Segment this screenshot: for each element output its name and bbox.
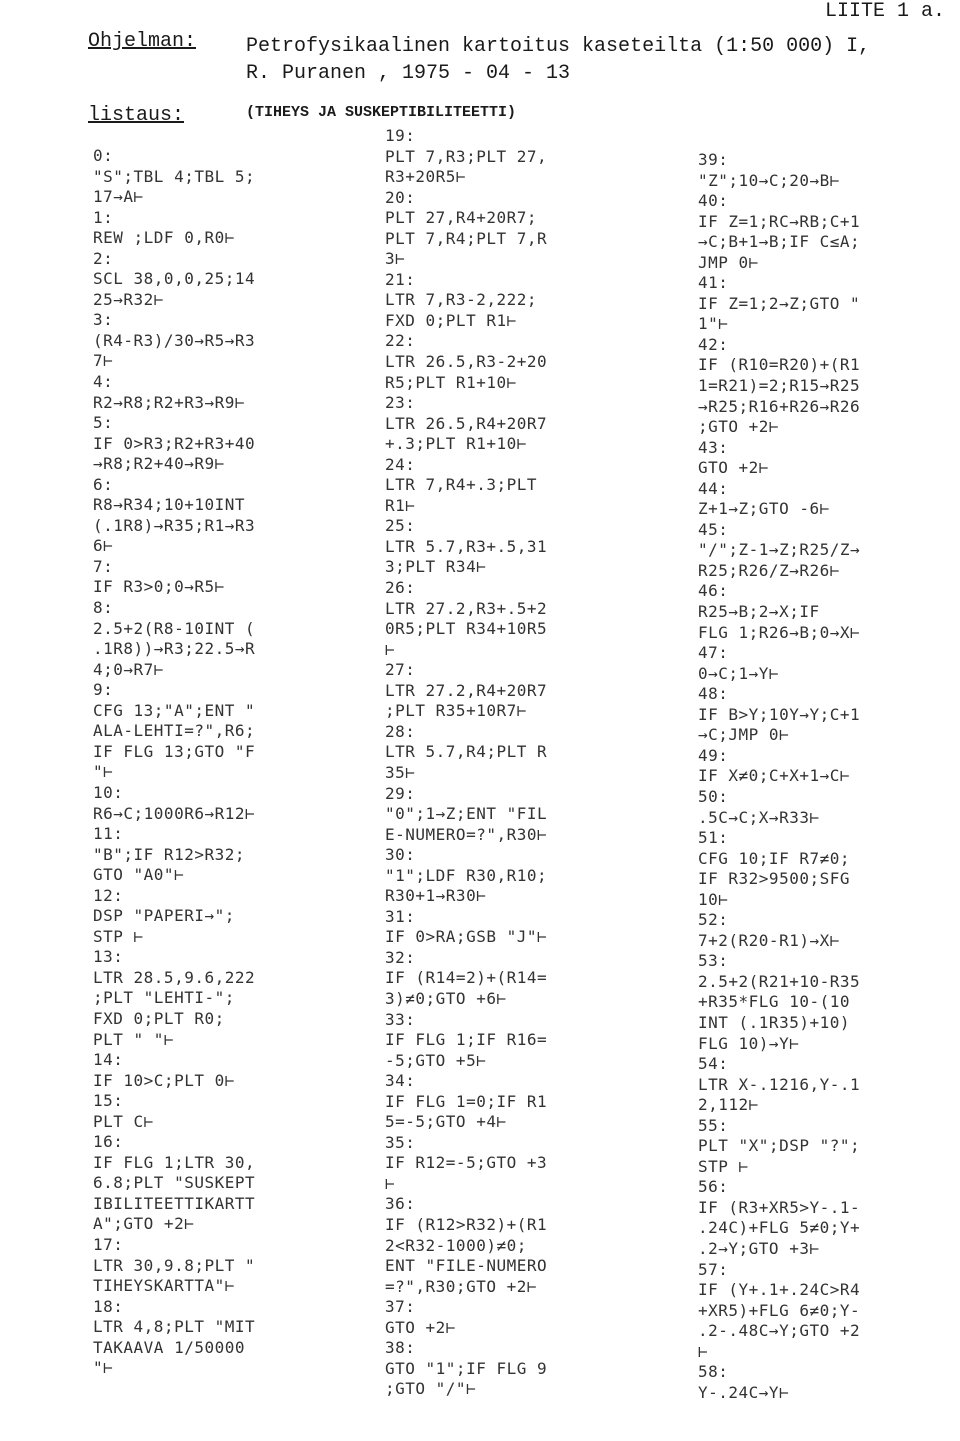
code-line: JMP 0⊢ bbox=[698, 252, 759, 272]
code-line: +R35*FLG 10-(10 bbox=[698, 992, 850, 1012]
code-line: 58: bbox=[698, 1362, 729, 1382]
code-line: 17: bbox=[93, 1234, 124, 1254]
code-line: "S";TBL 4;TBL 5; bbox=[93, 166, 256, 186]
code-line: ;PLT R35+10R7⊢ bbox=[385, 701, 527, 721]
code-line: IF (R14=2)+(R14= bbox=[385, 968, 548, 988]
program-label: Ohjelman: bbox=[88, 30, 197, 53]
code-line: LTR 26.5,R3-2+20 bbox=[385, 352, 548, 372]
code-line: 48: bbox=[698, 684, 729, 704]
code-line: 25→R32⊢ bbox=[93, 289, 164, 309]
code-line: -5;GTO +5⊢ bbox=[385, 1050, 487, 1070]
listing-column-1 bbox=[93, 146, 255, 1379]
code-line: 46: bbox=[698, 581, 729, 601]
code-line: 35: bbox=[385, 1132, 416, 1152]
code-line: 7+2(R20-R1)→X⊢ bbox=[698, 930, 840, 950]
code-line: 2.5+2(R21+10-R35 bbox=[698, 971, 861, 991]
code-line: IF Z=1;2→Z;GTO " bbox=[698, 293, 861, 313]
code-line: IF (R3+XR5>Y-.1- bbox=[698, 1197, 861, 1217]
code-line: ;PLT "LEHTI-"; bbox=[93, 988, 235, 1008]
code-line: =?",R30;GTO +2⊢ bbox=[385, 1276, 537, 1296]
code-line: CFG 13;"A";ENT " bbox=[93, 700, 256, 720]
code-line: IF 0>R3;R2+R3+40 bbox=[93, 433, 256, 453]
code-line: ⊢ bbox=[385, 639, 396, 659]
code-line: PLT 27,R4+20R7; bbox=[385, 208, 537, 228]
code-line: 24: bbox=[385, 454, 416, 474]
code-line: 12: bbox=[93, 885, 124, 905]
code-line: 3: bbox=[93, 310, 114, 330]
code-line: 6: bbox=[93, 474, 114, 494]
code-line: 1: bbox=[93, 207, 114, 227]
code-line: 29: bbox=[385, 783, 416, 803]
code-line: 2<R32-1000)≠0; bbox=[385, 1235, 527, 1255]
code-line: .24C)+FLG 5≠0;Y+ bbox=[698, 1218, 861, 1238]
code-line: 55: bbox=[698, 1115, 729, 1135]
code-line: "B";IF R12>R32; bbox=[93, 844, 245, 864]
code-line: 7: bbox=[93, 556, 114, 576]
author-date: R. Puranen , 1975 - 04 - 13 bbox=[246, 62, 571, 85]
code-line: PLT C⊢ bbox=[93, 1111, 154, 1131]
listing-subtitle: (TIHEYS JA SUSKEPTIBILITEETTI) bbox=[246, 104, 517, 121]
appendix-label: LIITE 1 a. bbox=[825, 0, 946, 23]
code-line: PLT 7,R3;PLT 27, bbox=[385, 146, 548, 166]
code-line: DSP "PAPERI→"; bbox=[93, 906, 235, 926]
code-line: R3+20R5⊢ bbox=[385, 167, 467, 187]
code-line: TAKAAVA 1/50000 bbox=[93, 1337, 245, 1357]
code-line: 4: bbox=[93, 372, 114, 392]
code-line: .2-.48C→Y;GTO +2 bbox=[698, 1321, 861, 1341]
code-line: LTR 27.2,R4+20R7 bbox=[385, 680, 548, 700]
code-line: CFG 10;IF R7≠0; bbox=[698, 848, 850, 868]
code-line: 2.5+2(R8-10INT ( bbox=[93, 618, 256, 638]
code-line: PLT 7,R4;PLT 7,R bbox=[385, 228, 548, 248]
code-line: 36: bbox=[385, 1194, 416, 1214]
code-line: 5=-5;GTO +4⊢ bbox=[385, 1112, 507, 1132]
code-line: 14: bbox=[93, 1050, 124, 1070]
code-line: 2: bbox=[93, 248, 114, 268]
code-line: 40: bbox=[698, 191, 729, 211]
code-line: 4;0→R7⊢ bbox=[93, 659, 164, 679]
code-line: IF 0>RA;GSB "J"⊢ bbox=[385, 927, 548, 947]
code-line: 15: bbox=[93, 1091, 124, 1111]
code-line: ⊢ bbox=[385, 1173, 396, 1193]
code-line: ;GTO "/"⊢ bbox=[385, 1379, 477, 1399]
code-line: 28: bbox=[385, 721, 416, 741]
code-line: TIHEYSKARTTA"⊢ bbox=[93, 1276, 235, 1296]
code-line: "1";LDF R30,R10; bbox=[385, 865, 548, 885]
code-line: 38: bbox=[385, 1338, 416, 1358]
code-line: E-NUMERO=?",R30⊢ bbox=[385, 824, 548, 844]
code-line: 50: bbox=[698, 786, 729, 806]
code-line: →C;B+1→B;IF C≤A; bbox=[698, 232, 861, 252]
code-line: 32: bbox=[385, 947, 416, 967]
code-line: 35⊢ bbox=[385, 762, 416, 782]
code-line: R1⊢ bbox=[385, 495, 416, 515]
code-line: STP ⊢ bbox=[698, 1156, 749, 1176]
code-line: 3)≠0;GTO +6⊢ bbox=[385, 988, 507, 1008]
code-line: 1"⊢ bbox=[698, 314, 729, 334]
code-line: 13: bbox=[93, 947, 124, 967]
code-line: 3⊢ bbox=[385, 249, 406, 269]
code-line: IF (Y+.1+.24C>R4 bbox=[698, 1280, 861, 1300]
code-line: 37: bbox=[385, 1297, 416, 1317]
code-line: 56: bbox=[698, 1177, 729, 1197]
code-line: GTO +2⊢ bbox=[385, 1317, 456, 1337]
code-line: 18: bbox=[93, 1296, 124, 1316]
code-line: LTR X-.1216,Y-.1 bbox=[698, 1074, 861, 1094]
code-line: LTR 27.2,R3+.5+2 bbox=[385, 598, 548, 618]
code-line: FXD 0;PLT R0; bbox=[93, 1008, 225, 1028]
code-line: IF FLG 1;LTR 30, bbox=[93, 1152, 256, 1172]
code-line: INT (.1R35)+10) bbox=[698, 1012, 850, 1032]
code-line: R2→R8;R2+R3→R9⊢ bbox=[93, 392, 245, 412]
code-line: 49: bbox=[698, 745, 729, 765]
listing-column-2 bbox=[385, 126, 547, 1400]
code-line: 3;PLT R34⊢ bbox=[385, 557, 487, 577]
code-line: 25: bbox=[385, 516, 416, 536]
code-line: "⊢ bbox=[93, 762, 114, 782]
code-line: GTO "1";IF FLG 9 bbox=[385, 1358, 548, 1378]
code-line: 7⊢ bbox=[93, 351, 114, 371]
code-line: 57: bbox=[698, 1259, 729, 1279]
code-line: FLG 10)→Y⊢ bbox=[698, 1033, 800, 1053]
code-line: 0R5;PLT R34+10R5 bbox=[385, 619, 548, 639]
code-line: →C;JMP 0⊢ bbox=[698, 725, 790, 745]
code-line: "⊢ bbox=[93, 1358, 114, 1378]
code-line: LTR 30,9.8;PLT " bbox=[93, 1255, 256, 1275]
code-line: ALA-LEHTI=?",R6; bbox=[93, 721, 256, 741]
code-line: "0";1→Z;ENT "FIL bbox=[385, 804, 548, 824]
code-line: R25;R26/Z→R26⊢ bbox=[698, 560, 840, 580]
code-line: 21: bbox=[385, 269, 416, 289]
code-line: IF FLG 13;GTO "F bbox=[93, 741, 256, 761]
code-line: 26: bbox=[385, 578, 416, 598]
code-line: +XR5)+FLG 6≠0;Y- bbox=[698, 1300, 861, 1320]
code-line: 0→C;1→Y⊢ bbox=[698, 663, 780, 683]
code-line: 10: bbox=[93, 782, 124, 802]
code-line: ;GTO +2⊢ bbox=[698, 417, 780, 437]
code-line: GTO +2⊢ bbox=[698, 458, 769, 478]
listing-label: listaus: bbox=[88, 104, 185, 127]
code-line: 2,112⊢ bbox=[698, 1095, 759, 1115]
code-line: IF FLG 1=0;IF R1 bbox=[385, 1091, 548, 1111]
code-line: 39: bbox=[698, 150, 729, 169]
code-line: SCL 38,0,0,25;14 bbox=[93, 269, 256, 289]
code-line: PLT "X";DSP "?"; bbox=[698, 1136, 861, 1156]
code-line: 5: bbox=[93, 413, 114, 433]
code-line: 45: bbox=[698, 519, 729, 539]
code-line: IF 10>C;PLT 0⊢ bbox=[93, 1070, 235, 1090]
code-line: R8→R34;10+10INT bbox=[93, 495, 245, 515]
code-line: IF Z=1;RC→RB;C+1 bbox=[698, 211, 861, 231]
code-line: R5;PLT R1+10⊢ bbox=[385, 372, 517, 392]
code-line: 17→A⊢ bbox=[93, 187, 144, 207]
code-line: +.3;PLT R1+10⊢ bbox=[385, 434, 527, 454]
code-line: IF R32>9500;SFG bbox=[698, 869, 850, 889]
code-line: A";GTO +2⊢ bbox=[93, 1214, 195, 1234]
code-line: 22: bbox=[385, 331, 416, 351]
code-line: .1R8))→R3;22.5→R bbox=[93, 639, 256, 659]
code-line: LTR 5.7,R3+.5,31 bbox=[385, 536, 548, 556]
code-line: FLG 1;R26→B;0→X⊢ bbox=[698, 622, 861, 642]
code-line: IF B>Y;10Y→Y;C+1 bbox=[698, 704, 861, 724]
code-line: 8: bbox=[93, 598, 114, 618]
code-line: STP ⊢ bbox=[93, 926, 144, 946]
code-line: 6⊢ bbox=[93, 536, 114, 556]
code-line: →R25;R16+R26→R26 bbox=[698, 396, 861, 416]
listing-column-3 bbox=[698, 150, 860, 1403]
code-line: 19: bbox=[385, 126, 416, 145]
code-line: R6→C;1000R6→R12⊢ bbox=[93, 803, 256, 823]
code-line: 6.8;PLT "SUSKEPT bbox=[93, 1173, 256, 1193]
code-line: IF X≠0;C+X+1→C⊢ bbox=[698, 766, 850, 786]
code-line: PLT " "⊢ bbox=[93, 1029, 175, 1049]
code-line: 30: bbox=[385, 845, 416, 865]
code-line: "Z";10→C;20→B⊢ bbox=[698, 170, 840, 190]
code-line: 16: bbox=[93, 1132, 124, 1152]
code-line: (R4-R3)/30→R5→R3 bbox=[93, 330, 256, 350]
code-line: 34: bbox=[385, 1071, 416, 1091]
code-line: 43: bbox=[698, 437, 729, 457]
code-line: 44: bbox=[698, 478, 729, 498]
code-line: 20: bbox=[385, 187, 416, 207]
code-line: .2→Y;GTO +3⊢ bbox=[698, 1238, 820, 1258]
code-line: →R8;R2+40→R9⊢ bbox=[93, 454, 225, 474]
code-line: LTR 7,R3-2,222; bbox=[385, 290, 537, 310]
code-line: 10⊢ bbox=[698, 889, 729, 909]
code-line: IF R12=-5;GTO +3 bbox=[385, 1153, 548, 1173]
code-line: 47: bbox=[698, 643, 729, 663]
code-line: 9: bbox=[93, 680, 114, 700]
code-line: IF FLG 1;IF R16= bbox=[385, 1030, 548, 1050]
code-line: "/";Z-1→Z;R25/Z→ bbox=[698, 540, 861, 560]
code-line: 51: bbox=[698, 828, 729, 848]
code-line: 33: bbox=[385, 1009, 416, 1029]
code-line: .5C→C;X→R33⊢ bbox=[698, 807, 820, 827]
code-line: (.1R8)→R35;R1→R3 bbox=[93, 515, 256, 535]
code-line: 52: bbox=[698, 910, 729, 930]
code-line: Z+1→Z;GTO -6⊢ bbox=[698, 499, 830, 519]
code-line: 41: bbox=[698, 273, 729, 293]
code-line: 27: bbox=[385, 660, 416, 680]
code-line: 53: bbox=[698, 951, 729, 971]
code-line: LTR 26.5,R4+20R7 bbox=[385, 413, 548, 433]
code-line: FXD 0;PLT R1⊢ bbox=[385, 310, 517, 330]
code-line: LTR 7,R4+.3;PLT bbox=[385, 475, 537, 495]
code-line: 23: bbox=[385, 393, 416, 413]
code-line: LTR 4,8;PLT "MIT bbox=[93, 1317, 256, 1337]
code-line: 31: bbox=[385, 906, 416, 926]
code-line: LTR 28.5,9.6,222 bbox=[93, 967, 256, 987]
code-line: GTO "A0"⊢ bbox=[93, 865, 185, 885]
code-line: 0: bbox=[93, 146, 114, 165]
code-line: IBILITEETTIKARTT bbox=[93, 1193, 256, 1213]
code-line: LTR 5.7,R4;PLT R bbox=[385, 742, 548, 762]
program-title: Petrofysikaalinen kartoitus kaseteilta (1:50 000) I, bbox=[246, 35, 871, 58]
code-line: IF (R12>R32)+(R1 bbox=[385, 1214, 548, 1234]
code-line: R25→B;2→X;IF bbox=[698, 602, 820, 622]
code-line: Y-.24C→Y⊢ bbox=[698, 1382, 790, 1402]
code-line: 1=R21)=2;R15→R25 bbox=[698, 376, 861, 396]
code-line: R30+1→R30⊢ bbox=[385, 886, 487, 906]
code-line: REW ;LDF 0,R0⊢ bbox=[93, 228, 235, 248]
code-line: ⊢ bbox=[698, 1341, 709, 1361]
code-line: 11: bbox=[93, 824, 124, 844]
code-line: IF R3>0;0→R5⊢ bbox=[93, 577, 225, 597]
code-line: 54: bbox=[698, 1054, 729, 1074]
code-line: 42: bbox=[698, 334, 729, 354]
code-line: IF (R10=R20)+(R1 bbox=[698, 355, 861, 375]
code-line: ENT "FILE-NUMERO bbox=[385, 1256, 548, 1276]
